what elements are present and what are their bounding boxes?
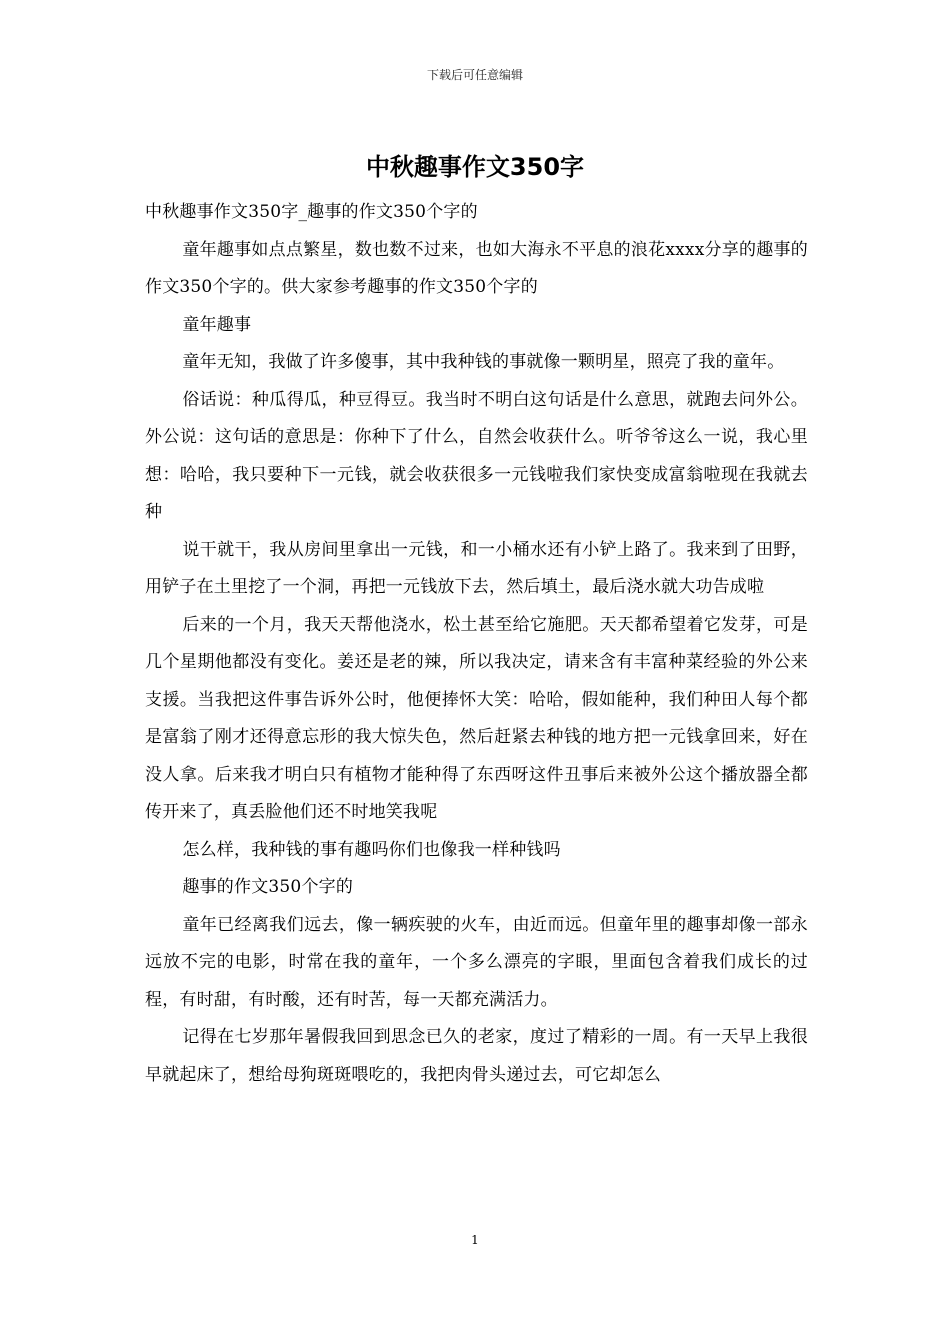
body-paragraph: 俗话说：种瓜得瓜，种豆得豆。我当时不明白这句话是什么意思，就跑去问外公。外公说：这句话的意思是：你种下了什么，自然会收获什么。听爷爷这么一说，我心里想：哈哈，我只要种下一元钱，就会收获很多一元钱啦我们家快变成富翁啦现在我就去种 — [145, 389, 808, 522]
document-body — [145, 194, 808, 1094]
body-paragraph: 童年趣事如点点繁星，数也数不过来，也如大海永不平息的浪花xxxx分享的趣事的作文350个字的。供大家参考趣事的作文350个字的 — [145, 239, 808, 297]
body-paragraph: 说干就干，我从房间里拿出一元钱，和一小桶水还有小铲上路了。我来到了田野，用铲子在土里挖了一个洞，再把一元钱放下去，然后填土，最后浇水就大功告成啦 — [145, 539, 808, 597]
page-header: 下载后可任意编辑 — [426, 68, 523, 82]
body-paragraph: 童年已经离我们远去，像一辆疾驶的火车，由近而远。但童年里的趣事却像一部永远放不完的电影，时常在我的童年，一个多么漂亮的字眼，里面包含着我们成长的过程，有时甜，有时酸，还有时苦，每一天都充满活力。 — [145, 914, 808, 1010]
page-number: 1 — [471, 1233, 479, 1247]
document-title: 中秋趣事作文350字 — [365, 153, 585, 181]
body-paragraph: 记得在七岁那年暑假我回到思念已久的老家，度过了精彩的一周。有一天早上我很早就起床了，想给母狗斑斑喂吃的，我把肉骨头递过去，可它却怎么 — [145, 1027, 808, 1085]
subtitle-paragraph: 中秋趣事作文350字_趣事的作文350个字的 — [145, 202, 478, 222]
body-paragraph: 后来的一个月，我天天帮他浇水，松土甚至给它施肥。天天都希望着它发芽，可是几个星期他都没有变化。姜还是老的辣，所以我决定，请来含有丰富种菜经验的外公来支援。当我把这件事告诉外公时，他便捧怀大笑：哈哈，假如能种，我们种田人每个都是富翁了刚才还得意忘形的我大惊失色，然后赶紧去种钱的地方把一元钱拿回来，好在没人拿。后来我才明白只有植物才能种得了东西呀这件丑事后来被外公这个播放器全都传开来了，真丢脸他们还不时地笑我呢 — [145, 614, 808, 822]
body-paragraph: 怎么样，我种钱的事有趣吗你们也像我一样种钱吗 — [182, 839, 561, 860]
section-heading: 童年趣事 — [182, 314, 252, 335]
section-heading: 趣事的作文350个字的 — [182, 877, 354, 897]
body-paragraph: 童年无知，我做了许多傻事，其中我种钱的事就像一颗明星，照亮了我的童年。 — [182, 352, 785, 372]
